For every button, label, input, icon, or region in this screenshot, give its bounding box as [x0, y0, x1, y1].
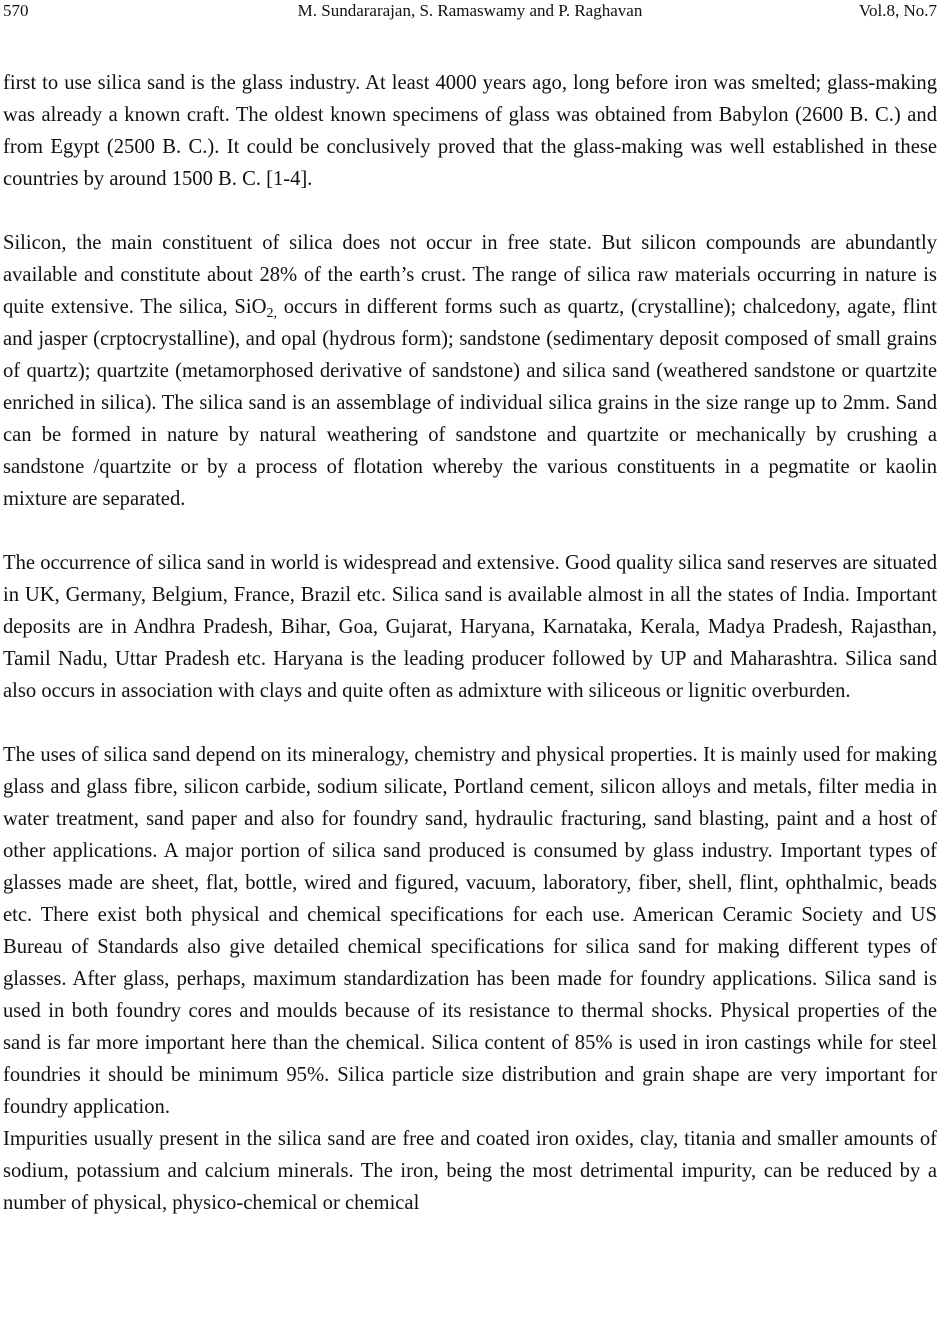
running-header: [0, 0, 940, 32]
paragraph-silica-forms: [3, 227, 937, 515]
formula-subscript: 2,: [266, 306, 277, 321]
paragraph-uses: The uses of silica sand depend on its mineralogy, chemistry and physical properties. It is mainly used for making glass and glass fibre, silicon carbide, sodium silicate, Portland cement, silicon alloys and metals, filter media in water treatment, sand paper and also for foundry sand, hydraulic fracturing, sand blasting, paint and a host of other applications. A major portion of silica sand produced is consumed by glass industry. Important types of glasses made are sheet, flat, bottle, wired and figured, vacuum, laboratory, fiber, shell, flint, ophthalmic, beads etc. There exist both physical and chemical specifications for each use. American Ceramic Society and US Bureau of Standards also give detailed chemical specifications for silica sand for making different types of glasses. After glass, perhaps, maximum standardization has been made for foundry applications. Silica sand is used in both foundry cores and moulds because of its resistance to thermal shocks. Physical properties of the sand is far more important here than the chemical. Silica content of 85% is used in iron castings while for steel foundries it should be minimum 95%. Silica particle size distribution and grain shape are very important for foundry application.: [3, 744, 937, 1118]
paragraph-text: Silicon, the main constituent of silica does not occur in free state. But silicon compounds are abundantly available and constitute about 28% of the earth’s crust. The range of silica raw materials occurring in nature is quite extensive. The silica, SiO: [3, 232, 937, 318]
paragraph-impurities: Impurities usually present in the silica sand are free and coated iron oxides, clay, titania and smaller amounts of sodium, potassium and calcium minerals. The iron, being the most detrimental impurity, can be reduced by a number of physical, physico-chemical or chemical: [3, 1128, 937, 1214]
running-header-authors: M. Sundararajan, S. Ramaswamy and P. Raghavan: [297, 1, 643, 20]
journal-volume: Vol.8, No.7: [858, 1, 937, 20]
paragraph-occurrence: The occurrence of silica sand in world is widespread and extensive. Good quality silica sand reserves are situated in UK, Germany, Belgium, France, Brazil etc. Silica sand is available almost in all the states of India. Important deposits are in Andhra Pradesh, Bihar, Goa, Gujarat, Haryana, Karnataka, Kerala, Madya Pradesh, Rajasthan, Tamil Nadu, Uttar Pradesh etc. Haryana is the leading producer followed by UP and Maharashtra. Silica sand also occurs in association with clays and quite often as admixture with siliceous or lignitic overburden.: [3, 552, 937, 702]
page-number: 570: [3, 1, 29, 20]
article-body: [3, 67, 937, 1219]
paragraph-glass-history: first to use silica sand is the glass industry. At least 4000 years ago, long before iron was smelted; glass-making was already a known craft. The oldest known specimens of glass was obtained from Babylon (2600 B. C.) and from Egypt (2500 B. C.). It could be conclusively proved that the glass-making was well established in these countries by around 1500 B. C. [1-4].: [3, 72, 937, 190]
paragraph-text: occurs in different forms such as quartz, (crystalline); chalcedony, agate, flint and jasper (crptocrystalline), and opal (hydrous form); sandstone (sedimentary deposit composed of small grains of quartz); quartzite (metamorphosed derivative of sandstone) and silica sand (weathered sandstone or quartzite enriched in silica). The silica sand is an assemblage of individual silica grains in the size range up to 2mm. Sand can be formed in nature by natural weathering of sandstone and quartzite or mechanically by crushing a sandstone /quartzite or by a process of flotation whereby the various constituents in a pegmatite or kaolin mixture are separated.: [3, 296, 937, 510]
